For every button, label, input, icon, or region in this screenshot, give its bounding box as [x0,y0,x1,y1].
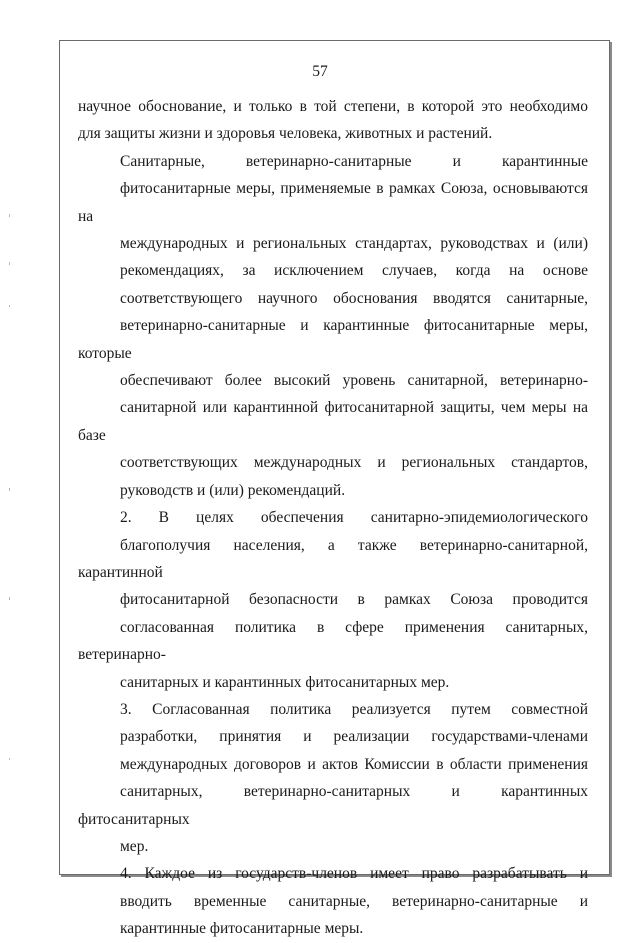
paragraph [78,696,588,860]
text-line: санитарных, ветеринарно-санитарных и карантинных фитосанитарных [78,783,588,828]
text-line: обеспечивают более высокий уровень санитарной, ветеринарно- [120,372,588,390]
text-line: международных и региональных стандартах, руководствах и (или) [120,235,588,253]
text-line: рекомендациях, за исключением случаев, когда на основе [120,262,588,280]
text-line: разработки, принятия и реализации государствами-членами [120,728,588,746]
text-line: вводить временные санитарные, ветеринарно-санитарные и [120,892,588,910]
text-line: санитарной или карантинной фитосанитарной защиты, чем меры на базе [78,399,588,444]
text-line: мер. [120,837,149,855]
paragraph [78,504,588,696]
paragraph [78,93,588,148]
text-line: 2. В целях обеспечения санитарно-эпидемиологического [120,509,588,527]
paragraph [78,148,588,504]
text-line: Санитарные, ветеринарно-санитарные и карантинные [120,152,588,170]
scan-speck [9,758,10,760]
scan-speck [9,305,10,307]
scan-speck [9,597,10,600]
text-line: научное обоснование, и только в той степени, в которой это необходимо [78,98,588,115]
scan-speck [9,488,10,491]
text-line: фитосанитарные меры, применяемые в рамках Союза, основываются на [78,180,588,225]
scan-speck [9,262,10,265]
text-line: международных договоров и актов Комиссии в области применения [120,755,588,773]
text-line: соответствующих международных и региональных стандартов, [120,454,588,472]
text-line: 3. Согласованная политика реализуется путем совместной [120,700,588,718]
page-number: 57 [312,63,328,80]
scan-speck [9,214,10,217]
text-line: 4. Каждое из государств-членов имеет право разрабатывать и [120,865,588,883]
text-line: ветеринарно-санитарные и карантинные фитосанитарные меры, которые [78,317,588,362]
text-line: для защиты жизни и здоровья человека, животных и растений. [78,125,493,143]
text-line: соответствующего научного обоснования вводятся санитарные, [120,289,588,307]
text-line: благополучия населения, а также ветеринарно-санитарной, карантинной [78,536,588,581]
document-body [78,93,588,943]
text-line: согласованная политика в сфере применения санитарных, ветеринарно- [78,618,588,664]
paragraph [78,860,588,942]
text-line: фитосанитарной безопасности в рамках Союза проводится [120,591,588,609]
text-line: санитарных и карантинных фитосанитарных мер. [120,673,450,691]
text-line: руководств и (или) рекомендаций. [120,481,346,499]
text-line: карантинные фитосанитарные меры. [120,920,364,938]
